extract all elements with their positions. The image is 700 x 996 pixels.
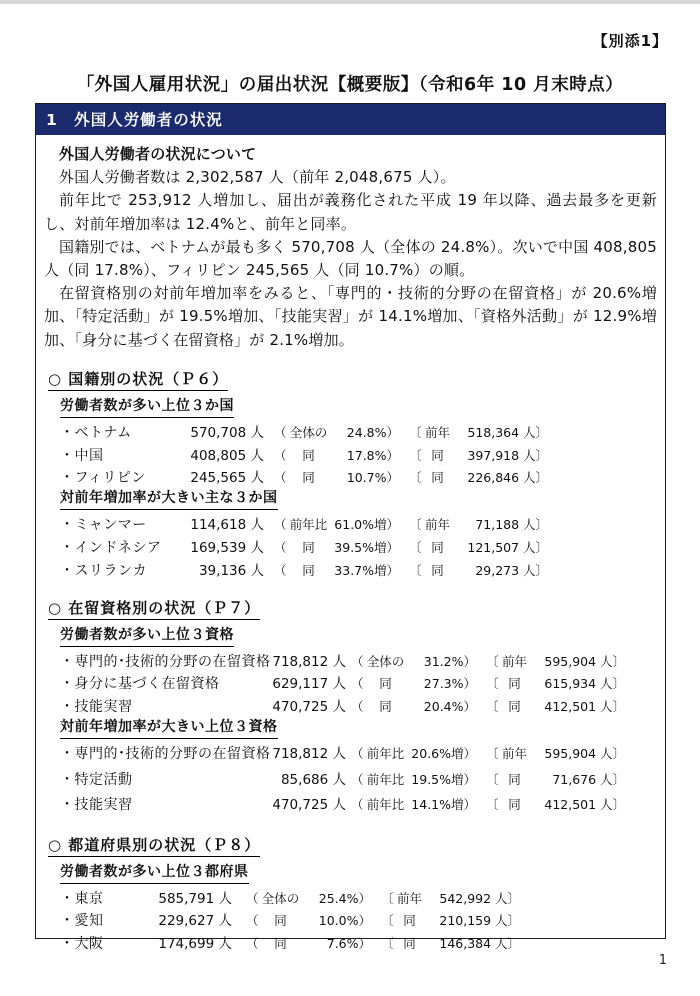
row-label: ・ミャンマー: [60, 517, 147, 534]
section-nationality: [44, 368, 657, 582]
row-value: 174,699 人: [158, 936, 232, 953]
row-previous-value: 412,501 人: [544, 797, 613, 812]
row-share-label: 同: [274, 913, 287, 929]
section-heading: ○ 都道府県別の状況（Ｐ８）: [48, 834, 260, 857]
row-label: ・フィリピン: [60, 470, 146, 487]
row-previous: 〔 前年 71,188 人〕: [409, 517, 549, 533]
row-share-label: 前年比: [366, 746, 405, 761]
row-share-label: 前年比: [289, 517, 328, 533]
data-row: [60, 742, 657, 768]
row-previous: 〔 同 397,918 人〕: [409, 447, 549, 463]
row-previous: 〔 前年 542,992 人〕: [381, 890, 521, 906]
row-share: （ 同 10.0%）: [246, 913, 372, 929]
section-group: [44, 718, 657, 819]
row-share-label: 同: [302, 447, 315, 463]
row-value: 245,565 人: [190, 470, 264, 487]
data-row: [60, 887, 657, 910]
row-label: ・ベトナム: [60, 424, 132, 441]
row-previous-value: 29,273 人: [475, 562, 536, 578]
intro-paragraph: 在留資格別の対前年増加率をみると、「専門的・技術的分野の在留資格」が 20.6%増加、「特定活動」が 19.5%増加、「技能実習」が 14.1%増加、「資格外活動」が 12.9%増加、「身分に基づく在留資格」が 2.1%増加。: [44, 284, 657, 349]
row-value: 408,805 人: [190, 447, 264, 464]
row-share: （ 同 10.7%）: [274, 470, 400, 486]
intro-paragraph: 国籍別では、ベトナムが最も多く 570,708 人（全体の 24.8%）。次いで中国 408,805 人（同 17.8%）、フィリピン 245,565 人（同 10.7%）の順。: [44, 237, 657, 280]
page-title: 「外国人雇用状況」の届出状況【概要版】（令和6年 10 月末時点）: [76, 75, 624, 95]
row-share-value: 39.5%増: [334, 540, 387, 556]
row-previous: 〔 同 412,501 人〕: [486, 797, 626, 812]
main-panel: [35, 103, 666, 953]
row-label: ・大阪: [60, 936, 104, 953]
top-strip: [0, 0, 700, 4]
page-number: 1: [658, 953, 667, 968]
row-share-value: 20.6%増: [411, 746, 464, 761]
row-share-label: 全体の: [289, 424, 328, 440]
group-subheading: 労働者数が多い上位３か国: [60, 397, 234, 418]
row-value: 85,686 人: [280, 771, 346, 788]
row-share-value: 33.7%増: [334, 562, 387, 578]
data-row: [60, 559, 657, 582]
row-previous: 〔 同 29,273 人〕: [409, 562, 549, 578]
group-subheading: 対前年増加率が大きい主な３か国: [60, 489, 278, 510]
row-previous-label: 前年: [425, 517, 451, 533]
row-previous-label: 前年: [397, 890, 423, 906]
row-previous-label: 同: [431, 470, 444, 486]
row-previous-label: 同: [508, 676, 521, 692]
row-share-label: 前年比: [366, 797, 405, 812]
row-share-value: 10.0%: [318, 913, 359, 929]
data-row: [60, 513, 657, 536]
row-label: ・愛知: [60, 913, 104, 930]
row-previous: 〔 前年 595,904 人〕: [486, 653, 626, 669]
row-label: ・特定活動: [60, 771, 133, 788]
row-label: ・専門的･技術的分野の在留資格: [60, 653, 271, 670]
row-share-value: 7.6%: [326, 936, 359, 952]
row-previous-label: 前年: [425, 424, 451, 440]
row-value: 585,791 人: [158, 890, 232, 907]
row-previous-label: 同: [508, 797, 521, 812]
data-row: [60, 421, 657, 444]
intro-paragraph: 前年比で 253,912 人増加し、届出が義務化された平成 19 年以降、過去最多を更新し、対前年増加率は 12.4%と、前年と同率。: [44, 191, 657, 233]
panel-body: [36, 135, 665, 955]
row-value: 718,812 人: [272, 653, 346, 670]
row-share: （ 同 7.6%）: [246, 936, 372, 952]
row-label: ・中国: [60, 447, 104, 464]
row-share-value: 27.3%: [423, 676, 464, 692]
row-share-value: 61.0%増: [334, 517, 387, 533]
section-1-header-bar: 1 外国人労働者の状況: [36, 104, 665, 135]
data-row: [60, 444, 657, 467]
row-previous-value: 412,501 人: [544, 699, 613, 715]
row-previous-label: 同: [403, 936, 416, 952]
row-share: （ 前年比 61.0%増）: [274, 517, 400, 533]
row-previous: 〔 同 412,501 人〕: [486, 699, 626, 715]
row-previous-value: 71,188 人: [475, 517, 536, 533]
row-previous: 〔 同 226,846 人〕: [409, 470, 549, 486]
intro-block: [44, 143, 657, 352]
intro-paragraph: 外国人労働者数は 2,302,587 人（前年 2,048,675 人）。: [59, 168, 456, 187]
row-share-value: 10.7%: [346, 470, 387, 486]
section-residence: [44, 597, 657, 819]
row-previous-label: 同: [431, 562, 444, 578]
row-previous-value: 518,364 人: [467, 424, 536, 440]
row-value: 114,618 人: [190, 517, 264, 534]
section-group: [44, 397, 657, 489]
row-previous-label: 同: [508, 771, 521, 787]
sections-container: [44, 368, 657, 955]
row-share: （ 全体の 31.2%）: [351, 653, 477, 669]
attachment-tag: 【別添1】: [592, 32, 668, 50]
row-previous: 〔 同 146,384 人〕: [381, 936, 521, 952]
section-group: [44, 489, 657, 581]
section-group: [44, 626, 657, 718]
row-previous-value: 210,159 人: [439, 913, 508, 929]
row-label: ・技能実習: [60, 797, 133, 813]
row-share: （ 前年比 20.6%増）: [351, 746, 477, 761]
row-previous-label: 同: [403, 913, 416, 929]
intro-paragraphs: [44, 166, 657, 352]
section-heading: ○ 国籍別の状況（Ｐ６）: [48, 368, 228, 391]
row-value: 718,812 人: [272, 746, 346, 762]
row-previous: 〔 同 210,159 人〕: [381, 913, 521, 929]
row-share-value: 24.8%: [346, 424, 387, 440]
row-value: 470,725 人: [272, 797, 346, 813]
row-share-label: 同: [379, 676, 392, 692]
row-previous: 〔 前年 595,904 人〕: [486, 746, 626, 761]
row-share: （ 同 33.7%増）: [274, 562, 400, 578]
row-label: ・技能実習: [60, 699, 133, 716]
section-group: [44, 863, 657, 955]
data-row: [60, 466, 657, 489]
row-share: （ 全体の 24.8%）: [274, 424, 400, 440]
row-previous-value: 226,846 人: [467, 470, 536, 486]
row-share-value: 25.4%: [318, 890, 359, 906]
row-value: 470,725 人: [272, 699, 346, 716]
row-share-value: 17.8%: [346, 447, 387, 463]
data-row: [60, 932, 657, 955]
row-value: 629,117 人: [272, 676, 346, 693]
row-share: （ 前年比 19.5%増）: [351, 771, 477, 787]
data-row: [60, 672, 657, 695]
row-previous-value: 542,992 人: [439, 890, 508, 906]
row-previous-label: 同: [508, 699, 521, 715]
row-share-label: 前年比: [366, 771, 405, 787]
data-row: [60, 909, 657, 932]
row-previous-value: 595,904 人: [544, 746, 613, 761]
row-share-label: 全体の: [261, 890, 300, 906]
data-row: [60, 768, 657, 794]
row-previous-value: 595,904 人: [544, 653, 613, 669]
row-label: ・東京: [60, 890, 104, 907]
row-share-label: 同: [302, 470, 315, 486]
row-previous-value: 146,384 人: [439, 936, 508, 952]
row-previous-value: 615,934 人: [544, 676, 613, 692]
group-subheading: 対前年増加率が大きい上位３資格: [60, 718, 278, 739]
row-previous-value: 397,918 人: [467, 447, 536, 463]
row-value: 169,539 人: [190, 540, 264, 557]
row-share-label: 同: [274, 936, 287, 952]
row-value: 570,708 人: [190, 424, 264, 441]
row-share-label: 全体の: [366, 653, 405, 669]
data-row: [60, 793, 657, 819]
row-previous-value: 121,507 人: [467, 540, 536, 556]
row-share-label: 同: [302, 540, 315, 556]
row-label: ・スリランカ: [60, 562, 147, 579]
row-label: ・インドネシア: [60, 540, 162, 557]
section-heading: ○ 在留資格別の状況（Ｐ７）: [48, 597, 260, 620]
data-row: [60, 695, 657, 718]
data-row: [60, 536, 657, 559]
group-subheading: 労働者数が多い上位３資格: [60, 626, 234, 647]
row-share: （ 前年比 14.1%増）: [351, 797, 477, 812]
row-share: （ 同 20.4%）: [351, 699, 477, 715]
group-subheading: 労働者数が多い上位３都府県: [60, 863, 249, 884]
row-share: （ 同 27.3%）: [351, 676, 477, 692]
row-share-label: 同: [379, 699, 392, 715]
row-previous: 〔 前年 518,364 人〕: [409, 424, 549, 440]
intro-heading: 外国人労働者の状況について: [59, 145, 257, 163]
row-previous: 〔 同 615,934 人〕: [486, 676, 626, 692]
section-prefecture: [44, 834, 657, 955]
row-previous-label: 同: [431, 540, 444, 556]
row-value: 39,136 人: [198, 562, 264, 579]
row-label: ・専門的･技術的分野の在留資格: [60, 746, 271, 762]
row-value: 229,627 人: [158, 913, 232, 930]
row-share-value: 19.5%増: [411, 771, 464, 787]
row-share: （ 同 17.8%）: [274, 447, 400, 463]
row-previous-label: 前年: [502, 653, 528, 669]
row-share-value: 31.2%: [423, 653, 464, 669]
row-share-value: 20.4%: [423, 699, 464, 715]
row-previous: 〔 同 121,507 人〕: [409, 540, 549, 556]
row-share: （ 同 39.5%増）: [274, 540, 400, 556]
row-previous-label: 同: [431, 447, 444, 463]
row-share-value: 14.1%増: [411, 797, 464, 812]
row-previous-value: 71,676 人: [552, 771, 613, 787]
row-share: （ 全体の 25.4%）: [246, 890, 372, 906]
data-row: [60, 650, 657, 673]
row-previous-label: 前年: [502, 746, 528, 761]
row-share-label: 同: [302, 562, 315, 578]
row-previous: 〔 同 71,676 人〕: [486, 771, 626, 787]
row-label: ・身分に基づく在留資格: [60, 676, 220, 693]
